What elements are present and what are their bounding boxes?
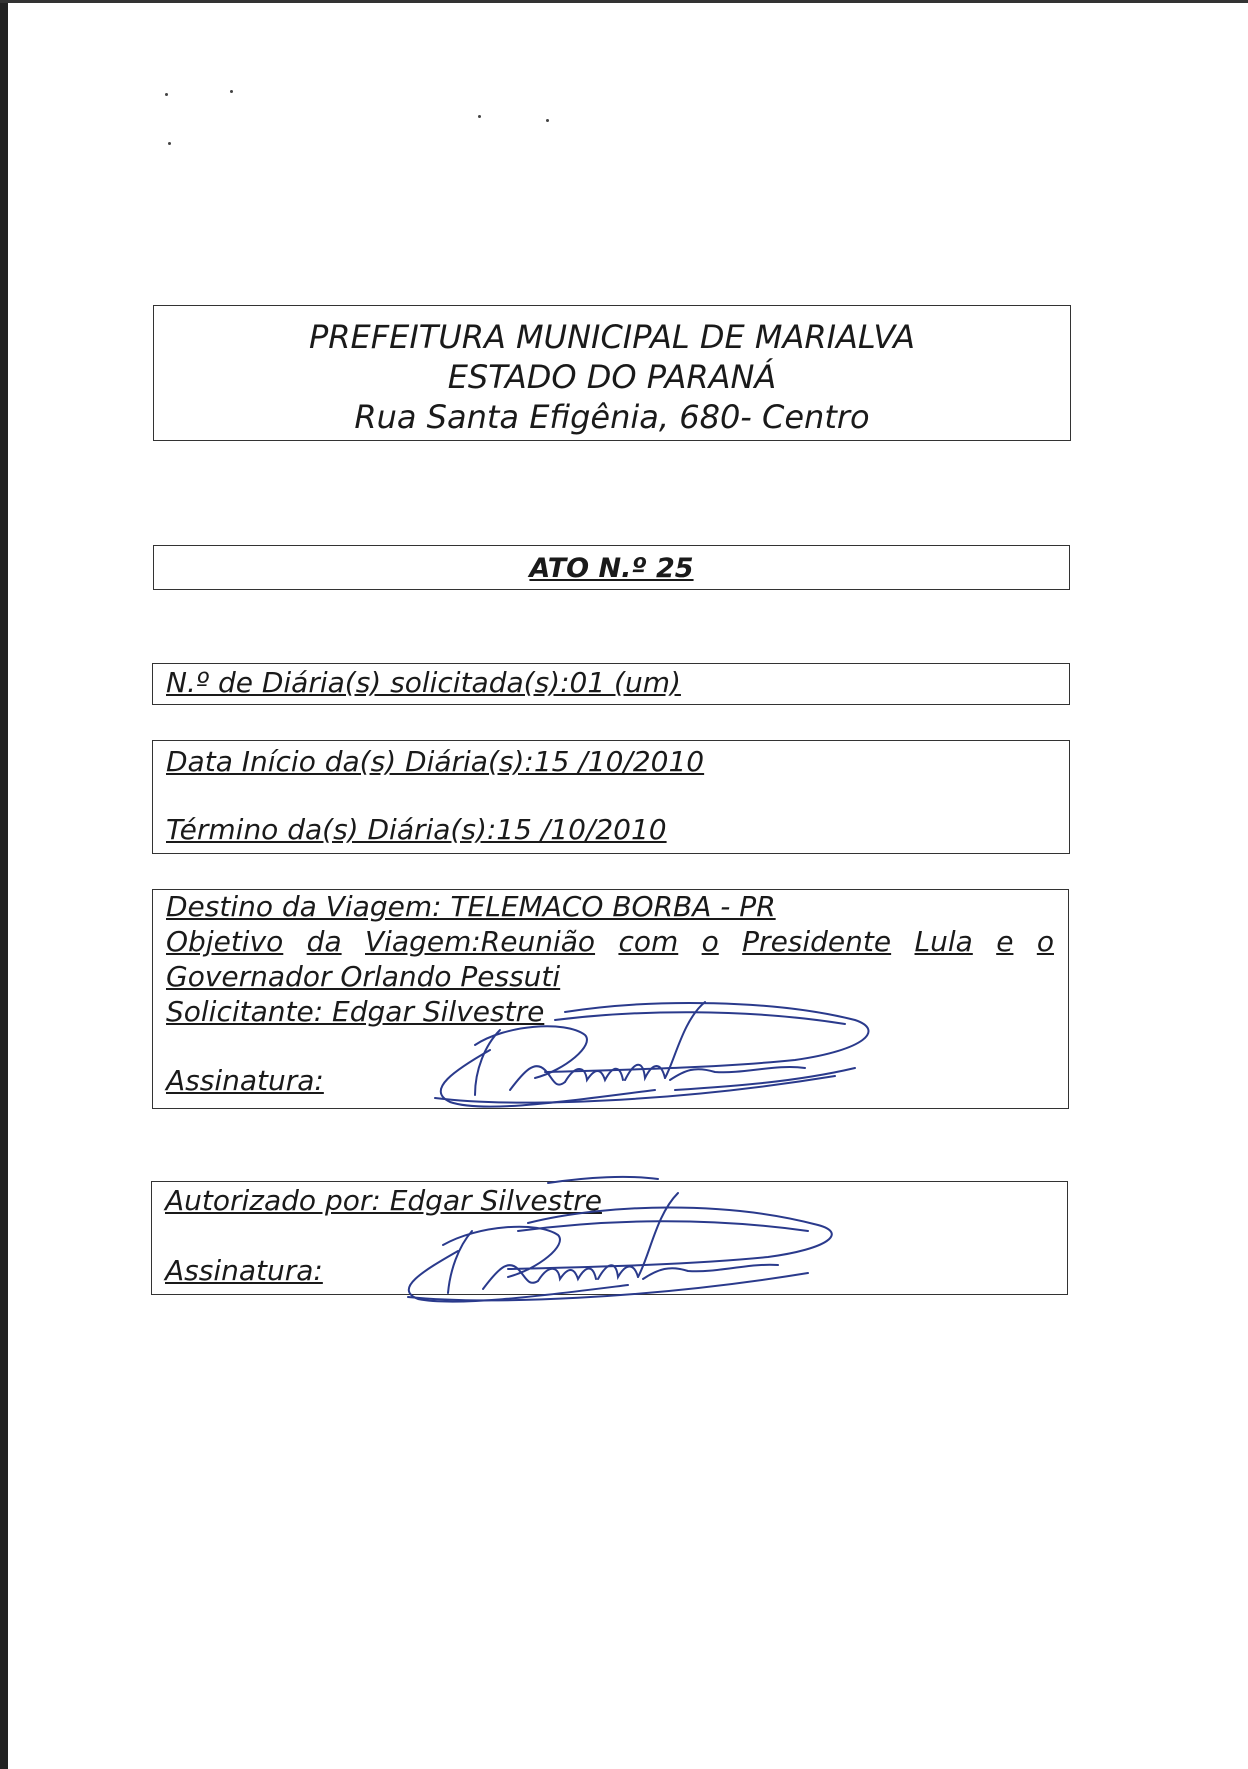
authorized-by: Autorizado por: Edgar Silvestre: [165, 1184, 602, 1217]
scan-speck: [230, 90, 233, 93]
scan-speck: [168, 142, 171, 145]
state-name: ESTADO DO PARANÁ: [447, 358, 777, 396]
handwritten-signature-authorizer: [388, 1175, 868, 1305]
objective-word: com: [618, 925, 679, 958]
objective-word: Presidente: [742, 925, 892, 958]
start-date: Data Início da(s) Diária(s):15 /10/2010: [166, 745, 705, 778]
trip-objective-continued: Governador Orlando Pessuti: [166, 960, 561, 993]
act-title: ATO N.º 25: [529, 553, 694, 584]
end-date: Término da(s) Diária(s):15 /10/2010: [166, 813, 667, 846]
scan-edge-top: [0, 0, 1248, 3]
address: Rua Santa Efigênia, 680- Centro: [354, 398, 870, 436]
scan-edge-left: [0, 0, 8, 1769]
handwritten-signature-requester: [415, 990, 895, 1120]
objective-word: da: [306, 925, 342, 958]
objective-word: e: [996, 925, 1014, 958]
objective-word: Lula: [914, 925, 973, 958]
signature-label: Assinatura:: [165, 1254, 323, 1287]
daily-allowance-count-box: [152, 663, 1070, 705]
scan-speck: [546, 119, 549, 122]
daily-allowance-count: N.º de Diária(s) solicitada(s):01 (um): [166, 666, 681, 699]
trip-objective: [166, 925, 1054, 958]
act-number-box: [153, 545, 1070, 590]
letterhead-box: [153, 305, 1071, 441]
scan-speck: [478, 115, 481, 118]
objective-word: o: [1036, 925, 1054, 958]
objective-word: Objetivo: [166, 925, 284, 958]
signature-label: Assinatura:: [166, 1064, 324, 1097]
objective-word: Viagem:Reunião: [365, 925, 596, 958]
institution-name: PREFEITURA MUNICIPAL DE MARIALVA: [308, 318, 916, 356]
dates-box: [152, 740, 1070, 854]
scan-speck: [165, 93, 168, 96]
requester: Solicitante: Edgar Silvestre: [166, 995, 545, 1028]
trip-destination: Destino da Viagem: TELEMACO BORBA - PR: [166, 890, 776, 923]
objective-word: o: [701, 925, 719, 958]
